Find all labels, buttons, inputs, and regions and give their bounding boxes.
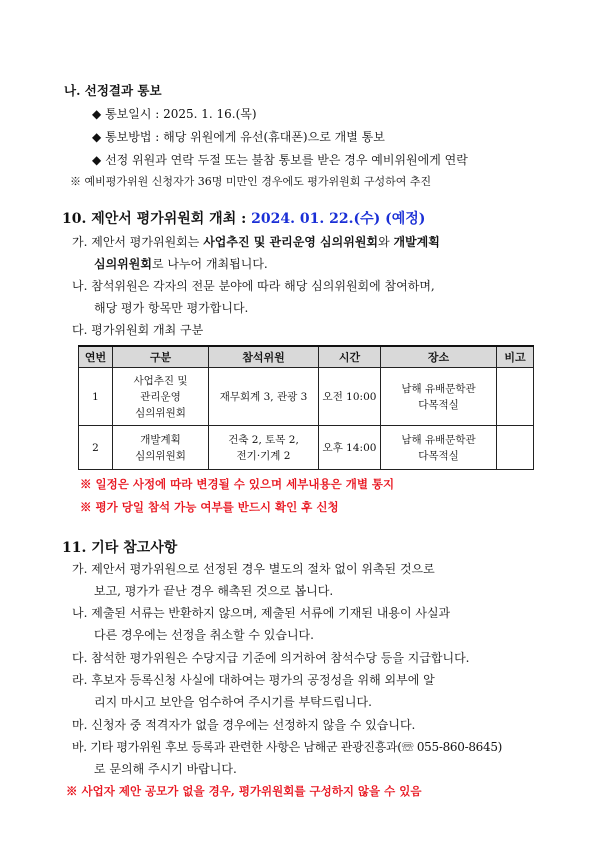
note-text: ※ 예비평가위원 신청자가 36명 미만인 경우에도 평가위원회 구성하여 추진	[70, 175, 432, 188]
paragraph-ra-cont: 리지 마시고 보안을 엄수하여 주시기를 부탁드립니다.	[94, 695, 372, 709]
paragraph-ga	[72, 233, 440, 250]
cell-no: 2	[79, 426, 113, 470]
paragraph-na: 나. 참석위원은 각자의 전문 분야에 따라 해당 심의위원회에 참여하며,	[72, 279, 435, 293]
diamond-bullet-icon: ◆	[92, 107, 102, 121]
bullet-text: 선정 위원과 연락 두절 또는 불참 통보를 받은 경우 예비위원에게 연락	[105, 153, 468, 167]
cell-line: 개발계획	[140, 433, 181, 446]
section-title-10	[62, 208, 425, 228]
paragraph-ga-cont	[94, 255, 268, 272]
paragraph-ba: 바. 기타 평가위원 후보 등록과 관련한 사항은 남해군 관광진흥과(☏ 055-860-8645)	[72, 740, 503, 754]
paragraph-ba-cont: 로 문의해 주시기 바랍니다.	[94, 762, 237, 776]
cell-line: 다목적실	[418, 449, 459, 462]
section-title-text: 10. 제안서 평가위원회 개최 :	[62, 211, 252, 227]
bullet-item	[92, 128, 385, 145]
cell-line: 다목적실	[418, 398, 459, 411]
paragraph-ma: 마. 신청자 중 적격자가 없을 경우에는 선정하지 않을 수 있습니다.	[72, 718, 416, 732]
paragraph-da: 다. 평가위원회 개최 구분	[72, 323, 204, 337]
cell-line: 재무회계 3, 관광 3	[219, 390, 308, 403]
cell-line: 심의위원회	[135, 406, 186, 419]
cell-place	[381, 426, 497, 470]
cell-no: 1	[79, 368, 113, 426]
cell-time: 오전 10:00	[319, 368, 381, 426]
bullet-text: 통보방법 : 해당 위원에게 유선(휴대폰)으로 개별 통보	[105, 130, 385, 144]
cell-line: 건축 2, 토목 2,	[228, 433, 299, 446]
paragraph-na-cont: 해당 평가 항목만 평가합니다.	[94, 301, 249, 315]
section-heading-result-notice: 나. 선정결과 통보	[64, 83, 162, 98]
text-run: 로 나누어 개최됩니다.	[151, 257, 268, 271]
cell-time: 오후 14:00	[319, 426, 381, 470]
final-warning: ※ 사업자 제안 공모가 없을 경우, 평가위원회를 구성하지 않을 수 있음	[66, 784, 422, 798]
table-row	[79, 368, 534, 426]
cell-division	[113, 368, 209, 426]
warning-schedule-change: ※ 일정은 사정에 따라 변경될 수 있으며 세부내용은 개별 통지	[80, 477, 395, 491]
cell-line: 관리운영	[140, 390, 181, 403]
bold-text: 심의위원회	[94, 257, 152, 271]
cell-remark	[497, 368, 534, 426]
cell-place	[381, 368, 497, 426]
bullet-item	[92, 105, 257, 122]
cell-line: 전기·기계 2	[236, 449, 291, 462]
bold-text: 사업추진 및 관리운영 심의위원회	[203, 235, 379, 249]
paragraph-na: 나. 제출된 서류는 반환하지 않으며, 제출된 서류에 기재된 내용이 사실과	[72, 606, 451, 620]
table-header-row	[79, 346, 534, 368]
cell-line: 남해 유배문학관	[401, 382, 476, 395]
paragraph-ra: 라. 후보자 등록신청 사실에 대하여는 평가의 공정성을 위해 외부에 알	[72, 673, 435, 687]
warning-attendance-check: ※ 평가 당일 참석 가능 여부를 반드시 확인 후 신청	[80, 500, 339, 514]
header-members: 참석위원	[209, 346, 319, 368]
header-no: 연번	[79, 346, 113, 368]
cell-members	[209, 426, 319, 470]
cell-line: 남해 유배문학관	[401, 433, 476, 446]
table-row	[79, 426, 534, 470]
cell-division	[113, 426, 209, 470]
paragraph-ga-cont: 보고, 평가가 끝난 경우 해촉된 것으로 봅니다.	[94, 584, 334, 598]
cell-line: 사업추진 및	[133, 374, 188, 387]
bullet-text: 통보일시 : 2025. 1. 16.(목)	[105, 107, 257, 121]
bold-text: 개발계획	[393, 235, 440, 249]
cell-members	[209, 368, 319, 426]
meeting-date: 2024. 01. 22.(수) (예정)	[251, 211, 426, 227]
text-run: 가. 제안서 평가위원회는	[72, 235, 204, 249]
paragraph-da: 다. 참석한 평가위원은 수당지급 기준에 의거하여 참석수당 등을 지급합니다.	[72, 651, 470, 665]
header-remark: 비고	[497, 346, 534, 368]
cell-remark	[497, 426, 534, 470]
cell-line: 심의위원회	[135, 449, 186, 462]
section-title-11: 11. 기타 참고사항	[62, 540, 178, 556]
bullet-item	[92, 151, 468, 168]
diamond-bullet-icon: ◆	[92, 153, 102, 167]
committee-schedule-table	[78, 345, 534, 470]
header-division: 구분	[113, 346, 209, 368]
paragraph-na-cont: 다른 경우에는 선정을 취소할 수 있습니다.	[94, 628, 314, 642]
header-place: 장소	[381, 346, 497, 368]
text-run: 와	[378, 235, 394, 249]
paragraph-ga: 가. 제안서 평가위원으로 선정된 경우 별도의 절차 없이 위촉된 것으로	[72, 562, 435, 576]
header-time: 시간	[319, 346, 381, 368]
diamond-bullet-icon: ◆	[92, 130, 102, 144]
